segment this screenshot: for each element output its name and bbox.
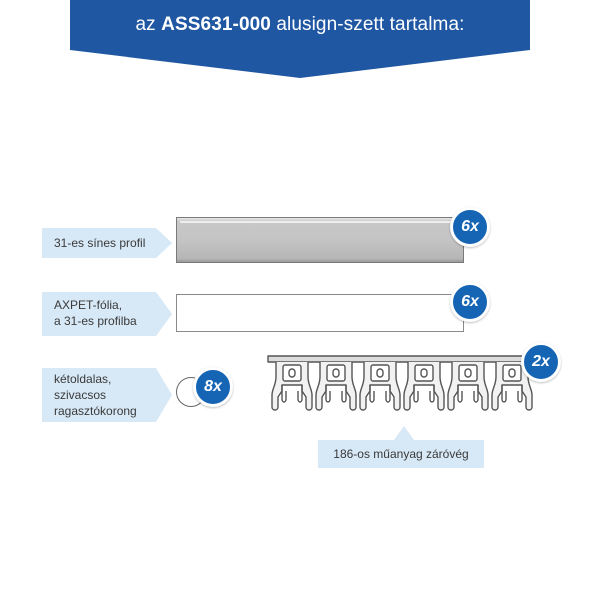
title-suffix: alusign-szett tartalma: xyxy=(270,14,465,35)
foil-sheet-image xyxy=(176,294,464,332)
quantity-badge: 8x xyxy=(193,367,233,407)
item-label-line: a 31-es profilba xyxy=(54,314,137,328)
label-tag-disk xyxy=(42,368,172,422)
label-tag-endcap xyxy=(318,426,484,468)
rail-profile-image xyxy=(176,217,464,263)
quantity-badge: 2x xyxy=(521,342,561,382)
title-product-code: ASS631-000 xyxy=(161,14,271,35)
end-cap-strip-image xyxy=(266,355,538,417)
quantity-badge: 6x xyxy=(450,282,490,322)
item-label-line: kétoldalas, xyxy=(54,372,112,386)
item-label xyxy=(54,371,137,419)
item-label-line: ragasztókorong xyxy=(54,404,137,418)
item-label xyxy=(54,297,137,329)
label-tag-profile xyxy=(42,228,172,258)
item-label-line: AXPET-fólia, xyxy=(54,298,123,312)
item-label-line: szivacsos xyxy=(54,388,107,402)
item-label: 31-es sínes profil xyxy=(54,236,146,250)
title-prefix: az xyxy=(135,14,162,35)
header-banner xyxy=(70,0,530,78)
banner-shape xyxy=(70,0,530,78)
page-title xyxy=(70,14,530,36)
label-tag-foil xyxy=(42,292,172,336)
quantity-badge: 6x xyxy=(450,207,490,247)
item-label: 186-os műanyag záróvég xyxy=(333,447,469,461)
